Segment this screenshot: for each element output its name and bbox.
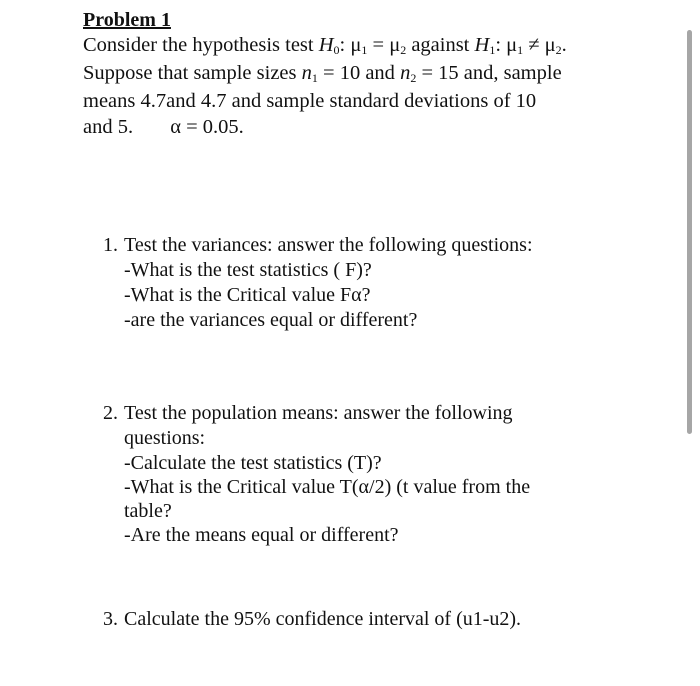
- h0-mu-a-sub: 1: [361, 43, 368, 57]
- question-1-line-3: -What is the Critical value Fα?: [124, 284, 371, 306]
- question-2-line-4: -What is the Critical value T(α/2) (t value from the: [124, 476, 531, 498]
- n1-value: = 10 and: [323, 62, 395, 84]
- n1-subscript: 1: [311, 71, 318, 85]
- question-2-line-1: Test the population means: answer the following: [124, 402, 513, 424]
- h1-mu-b: μ: [544, 34, 556, 56]
- problem-line-3: means 4.7and 4.7 and sample standard deviations of 10: [83, 90, 537, 112]
- line1-prefix: Consider the hypothesis test: [83, 34, 314, 56]
- question-3-line-1: Calculate the 95% confidence interval of (u1-u2).: [124, 608, 522, 630]
- line4-text: and 5.: [83, 116, 134, 138]
- question-2-line-5: table?: [124, 500, 172, 522]
- question-2-line-3: -Calculate the test statistics (T)?: [124, 452, 382, 474]
- question-1-line-2: -What is the test statistics ( F)?: [124, 259, 372, 281]
- problem-title: Problem 1: [83, 9, 171, 31]
- h0-subscript: 0: [333, 43, 340, 57]
- question-1-line-4: -are the variances equal or different?: [124, 309, 418, 331]
- h1-mu-b-sub: 2: [555, 43, 562, 57]
- problem-line-1: Consider the hypothesis test $H_0$: $\mu_1 = \mu_2$ against $H_1$: $\mu_1 \ne \mu_2$.: [83, 34, 567, 57]
- question-2-number: 2.: [103, 402, 118, 424]
- h1-symbol: H: [474, 34, 490, 56]
- h0-symbol: H: [318, 34, 334, 56]
- question-1-number: 1.: [103, 234, 118, 256]
- h1-mu-a-sub: 1: [517, 43, 524, 57]
- h1-subscript: 1: [489, 43, 496, 57]
- line2-prefix: Suppose that sample sizes: [83, 62, 297, 84]
- alpha-value: α = 0.05.: [170, 116, 244, 138]
- problem-line-4: [83, 114, 244, 140]
- vertical-scrollbar[interactable]: [687, 30, 692, 434]
- n2-value: = 15 and, sample: [421, 62, 562, 84]
- question-3-number: 3.: [103, 608, 118, 630]
- n2-symbol: n: [400, 62, 411, 84]
- h0-mu-b-sub: 2: [400, 43, 407, 57]
- against-word: against: [411, 34, 470, 56]
- n1-symbol: n: [301, 62, 312, 84]
- h1-mu-a: μ: [506, 34, 518, 56]
- question-1-line-1: Test the variances: answer the following questions:: [124, 234, 533, 256]
- n2-subscript: 2: [410, 71, 417, 85]
- h0-equals: =: [372, 34, 385, 56]
- h1-not-equal: ≠: [528, 34, 540, 56]
- problem-line-2: [83, 60, 562, 86]
- h0-mu-a: μ: [350, 34, 362, 56]
- question-2-line-6: -Are the means equal or different?: [124, 524, 399, 546]
- question-2-line-2: questions:: [124, 427, 206, 449]
- h0-mu-b: μ: [389, 34, 401, 56]
